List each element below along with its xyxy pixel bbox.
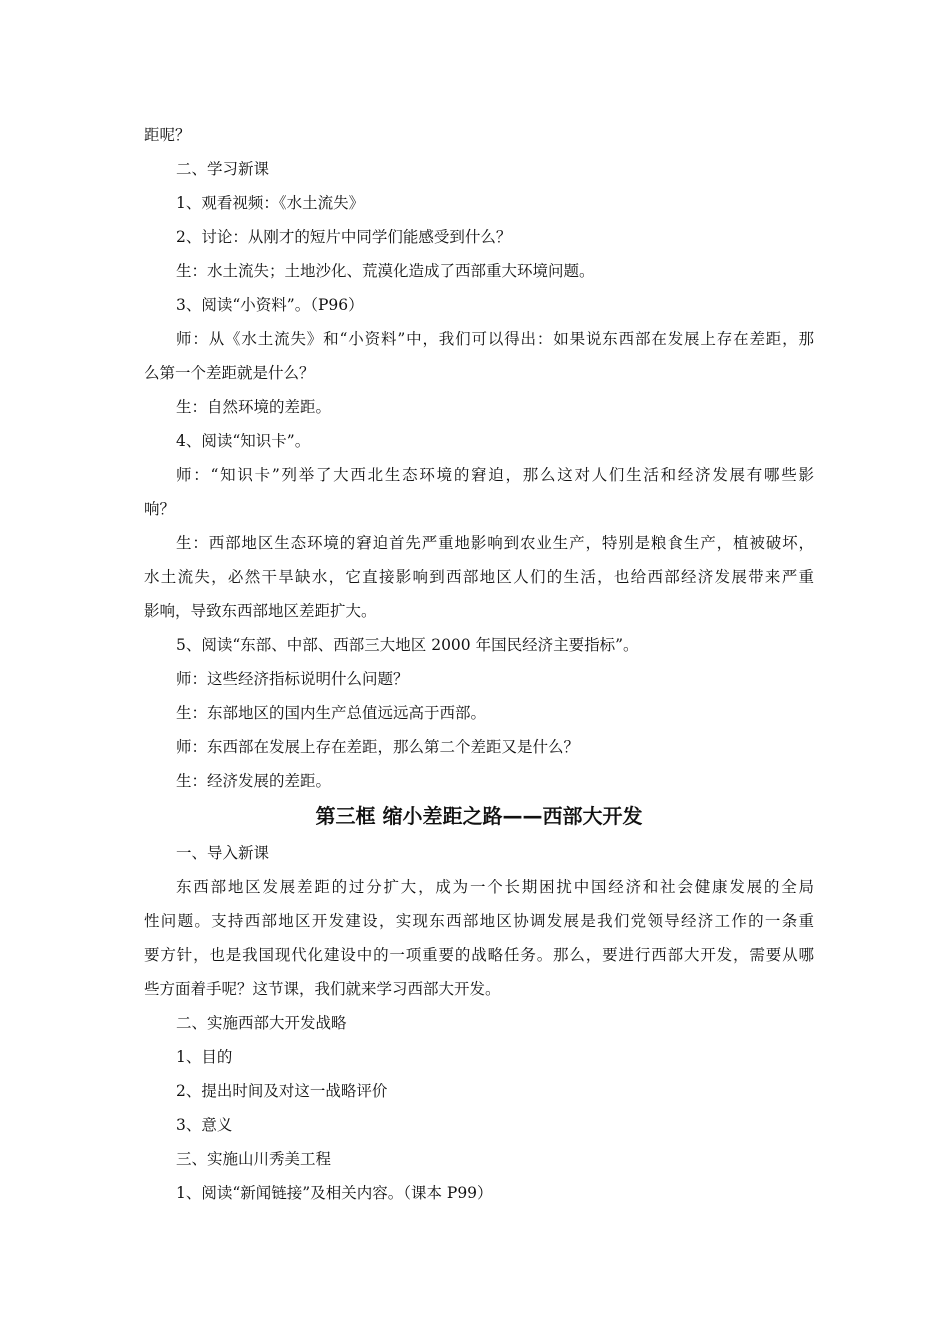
paragraph-line: 4、阅读“知识卡”。 [176, 432, 311, 450]
paragraph-line: 生：水土流失；土地沙化、荒漠化造成了西部重大环境问题。 [176, 262, 595, 280]
paragraph-line: 距呢？ [144, 126, 191, 144]
paragraph-line: 生：西部地区生态环境的窘迫首先严重地影响到农业生产，特别是粮食生产，植被破坏， [176, 534, 814, 552]
paragraph-line: 1、目的 [176, 1048, 233, 1066]
paragraphs-before-heading [144, 118, 814, 798]
paragraph-line: 1、阅读“新闻链接”及相关内容。（课本 P99） [176, 1184, 493, 1202]
paragraph-line: 一、导入新课 [176, 844, 270, 862]
paragraph-line: 些方面着手呢？这节课，我们就来学习西部大开发。 [144, 980, 501, 998]
paragraph-line: 1、观看视频：《水土流失》 [176, 194, 365, 212]
paragraph-line: 二、学习新课 [176, 160, 270, 178]
paragraphs-after-heading [144, 836, 814, 1210]
paragraph-line: 3、意义 [176, 1116, 233, 1134]
paragraph-line: 水土流失，必然干旱缺水，它直接影响到西部地区人们的生活，也给西部经济发展带来严重 [144, 568, 814, 586]
paragraph-line: 师：这些经济指标说明什么问题？ [176, 670, 409, 688]
paragraph-line: 三、实施山川秀美工程 [176, 1150, 332, 1168]
paragraph-line: 生：经济发展的差距。 [176, 772, 332, 790]
paragraph-line: 东西部地区发展差距的过分扩大，成为一个长期困扰中国经济和社会健康发展的全局 [176, 878, 814, 896]
paragraph-line: 么第一个差距就是什么？ [144, 364, 315, 382]
paragraph-line: 响？ [144, 500, 176, 518]
paragraph-line: 2、讨论：从刚才的短片中同学们能感受到什么？ [176, 228, 512, 246]
paragraph-line: 性问题。支持西部地区开发建设，实现东西部地区协调发展是我们党领导经济工作的一条重 [144, 912, 814, 930]
paragraph-line: 师：从《水土流失》和“小资料”中，我们可以得出：如果说东西部在发展上存在差距，那 [176, 330, 814, 348]
paragraph-line: 5、阅读“东部、中部、西部三大地区 2000 年国民经济主要指标”。 [176, 636, 639, 654]
document-body [144, 118, 814, 1210]
paragraph-line: 要方针，也是我国现代化建设中的一项重要的战略任务。那么，要进行西部大开发，需要从哪 [144, 946, 814, 964]
paragraph-line: 2、提出时间及对这一战略评价 [176, 1082, 388, 1100]
paragraph-line: 师：“知识卡”列举了大西北生态环境的窘迫，那么这对人们生活和经济发展有哪些影 [176, 466, 814, 484]
paragraph-line: 师：东西部在发展上存在差距，那么第二个差距又是什么？ [176, 738, 580, 756]
paragraph-line: 二、实施西部大开发战略 [176, 1014, 347, 1032]
paragraph-line: 影响，导致东西部地区差距扩大。 [144, 602, 377, 620]
paragraph-line: 生：东部地区的国内生产总值远远高于西部。 [176, 704, 487, 722]
section-heading: 第三框 缩小差距之路——西部大开发 [315, 804, 643, 828]
paragraph-line: 3、阅读“小资料”。（P96） [176, 296, 364, 314]
paragraph-line: 生：自然环境的差距。 [176, 398, 332, 416]
